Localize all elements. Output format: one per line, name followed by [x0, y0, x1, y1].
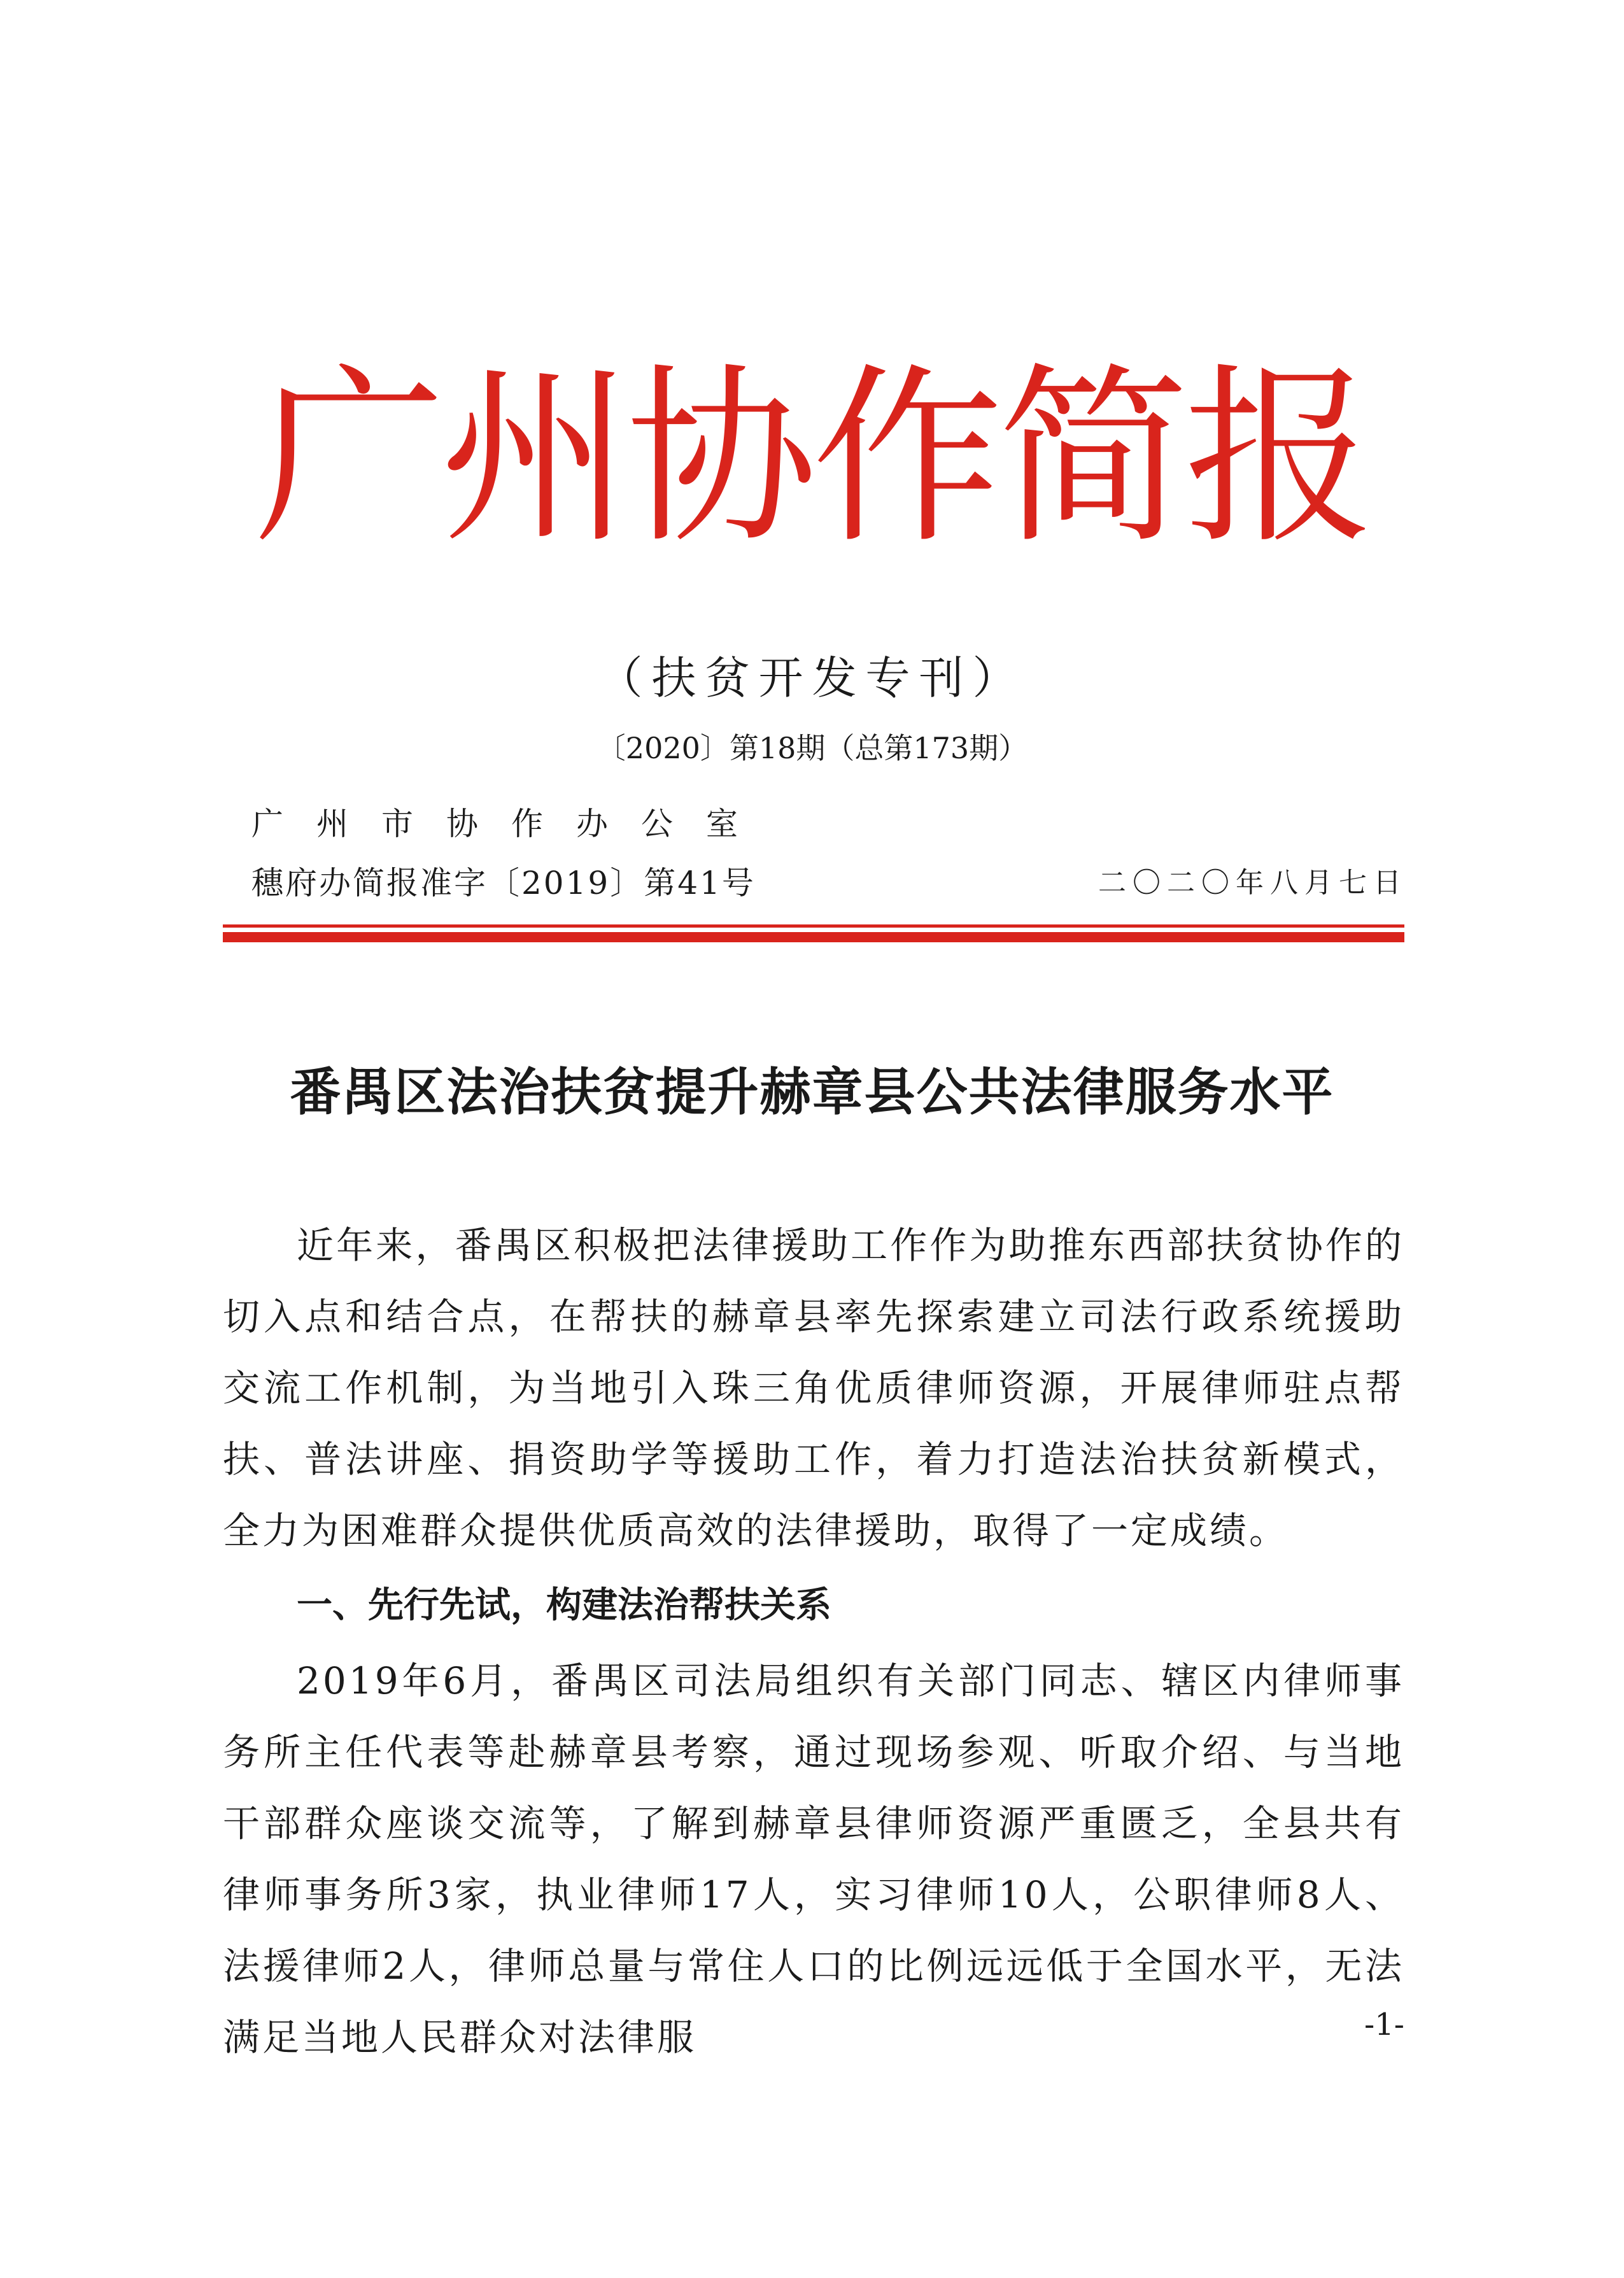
issuer-name: 广州市协作办公室	[251, 805, 771, 842]
article-paragraph-1: 近年来，番禺区积极把法律援助工作作为助推东西部扶贫协作的切入点和结合点，在帮扶的赫章县率先探索建立司法行政系统援助交流工作机制，为当地引入珠三角优质律师资源，开展律师驻点帮扶、普法讲座、捐资助学等援助工作，着力打造法治扶贫新模式，全力为困难群众提供优质高效的法律援助，取得了一定成绩。	[223, 1224, 1404, 1552]
article-title: 番禺区法治扶贫提升赫章县公共法律服务水平	[290, 1062, 1334, 1122]
issue-number: 〔2020〕第18期（总第173期）	[596, 731, 1028, 765]
permit-number: 穗府办简报准字〔2019〕第41号	[251, 865, 756, 902]
masthead-title: 广州协作简报	[254, 347, 1370, 569]
header-divider-thick	[223, 932, 1404, 942]
edition-label: （扶贫开发专刊）	[598, 652, 1026, 704]
publication-date: 二〇二〇年八月七日	[1098, 867, 1408, 899]
page-number: -1-	[1364, 2007, 1404, 2042]
header-divider-thin	[223, 924, 1404, 928]
article-paragraph-2: 2019年6月，番禺区司法局组织有关部门同志、辖区内律师事务所主任代表等赴赫章县考察，通过现场参观、听取介绍、与当地干部群众座谈交流等，了解到赫章县律师资源严重匮乏，全县共有律师事务所3家，执业律师17人，实习律师10人，公职律师8人、法援律师2人，律师总量与常住人口的比例远远低于全国水平，无法满足当地人民群众对法律服	[223, 1659, 1404, 2059]
section-heading-1: 一、先行先试，构建法治帮扶关系	[297, 1585, 831, 1626]
